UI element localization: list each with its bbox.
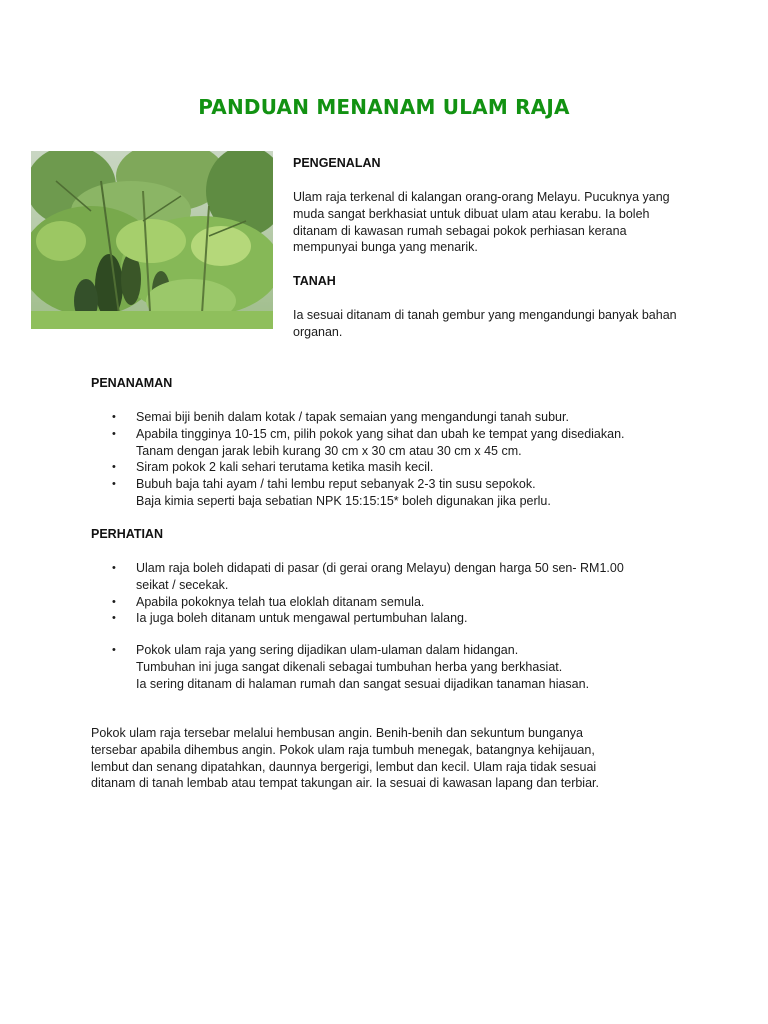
closing-line: ditanam di tanah lembab atau tempat takungan air. Ia sesuai di kawasan lapang dan terbiar. <box>91 776 599 791</box>
list-item-text: • Bubuh baja tahi ayam / tahi lembu reput sebanyak 2-3 tin susu sepokok. <box>136 477 536 492</box>
heading-penanaman: PENANAMAN <box>91 376 173 390</box>
closing-line: Pokok ulam raja tersebar melalui hembusan angin. Benih-benih dan sekuntum bunganya <box>91 726 583 740</box>
list-item <box>91 476 711 510</box>
list-item-text: Baja kimia seperti baja sebatian NPK 15:15:15* boleh digunakan jika perlu. <box>136 493 551 508</box>
penanaman-section <box>91 375 711 510</box>
list-item <box>91 610 711 627</box>
tanah-paragraph <box>293 307 733 341</box>
list-item-text: Ia sering ditanam di halaman rumah dan sangat sesuai dijadikan tanaman hiasan. <box>136 676 590 691</box>
list-item-text: • Apabila pokoknya telah tua eloklah ditanam semula. <box>136 594 425 609</box>
list-item <box>91 459 711 476</box>
list-item-text: • Pokok ulam raja yang sering dijadikan ulam-ulaman dalam hidangan. <box>136 643 519 658</box>
pengenalan-line: muda sangat berkhasiat untuk dibuat ulam atau kerabu. Ia boleh <box>293 206 650 221</box>
tanah-line: Ia sesuai ditanam di tanah gembur yang mengandungi banyak bahan <box>293 308 677 323</box>
penanaman-list <box>91 409 711 510</box>
perhatian-list-2 <box>91 642 711 692</box>
intro-column <box>293 155 733 341</box>
pengenalan-line: mempunyai bunga yang menarik. <box>293 240 478 255</box>
list-item <box>91 409 711 426</box>
list-item-text: • Ulam raja boleh didapati di pasar (di gerai orang Melayu) dengan harga 50 sen- RM1.00 <box>136 561 624 575</box>
perhatian-list <box>91 560 711 627</box>
list-item-text: seikat / secekak. <box>136 577 229 592</box>
page-title: PANDUAN MENANAM ULAM RAJA <box>198 95 570 119</box>
pengenalan-line: Ulam raja terkenal di kalangan orang-orang Melayu. Pucuknya yang <box>293 190 670 204</box>
pengenalan-paragraph <box>293 189 733 256</box>
list-item <box>91 594 711 611</box>
pengenalan-line: ditanam di kawasan rumah sebagai pokok perhiasan kerana <box>293 223 627 238</box>
list-item <box>91 426 711 460</box>
closing-paragraph <box>91 725 711 792</box>
list-item-text: • Semai biji benih dalam kotak / tapak semaian yang mengandungi tanah subur. <box>136 410 569 424</box>
closing-text <box>91 725 711 792</box>
list-item-text: • Ia juga boleh ditanam untuk mengawal pertumbuhan lalang. <box>136 611 468 626</box>
heading-pengenalan: PENGENALAN <box>293 156 381 170</box>
list-item-text: Tumbuhan ini juga sangat dikenali sebagai tumbuhan herba yang berkhasiat. <box>136 659 563 674</box>
list-item-text: • Apabila tingginya 10-15 cm, pilih pokok yang sihat dan ubah ke tempat yang disediakan. <box>136 426 625 441</box>
list-item <box>91 642 711 692</box>
list-item-text: Tanam dengan jarak lebih kurang 30 cm x 30 cm atau 30 cm x 45 cm. <box>136 443 522 458</box>
heading-tanah: TANAH <box>293 274 336 289</box>
list-item <box>91 560 711 594</box>
perhatian-section <box>91 526 711 693</box>
closing-line: lembut dan senang dipatahkan, daunnya bergerigi, lembut dan kecil. Ulam raja tidak sesuai <box>91 759 597 774</box>
tanah-line: organan. <box>293 324 343 339</box>
heading-perhatian: PERHATIAN <box>91 527 163 541</box>
closing-line: tersebar apabila dihembus angin. Pokok ulam raja tumbuh menegak, batangnya kehijauan, <box>91 742 595 757</box>
ulam-raja-photo <box>31 151 273 329</box>
list-item-text: • Siram pokok 2 kali sehari terutama ketika masih kecil. <box>136 460 434 475</box>
